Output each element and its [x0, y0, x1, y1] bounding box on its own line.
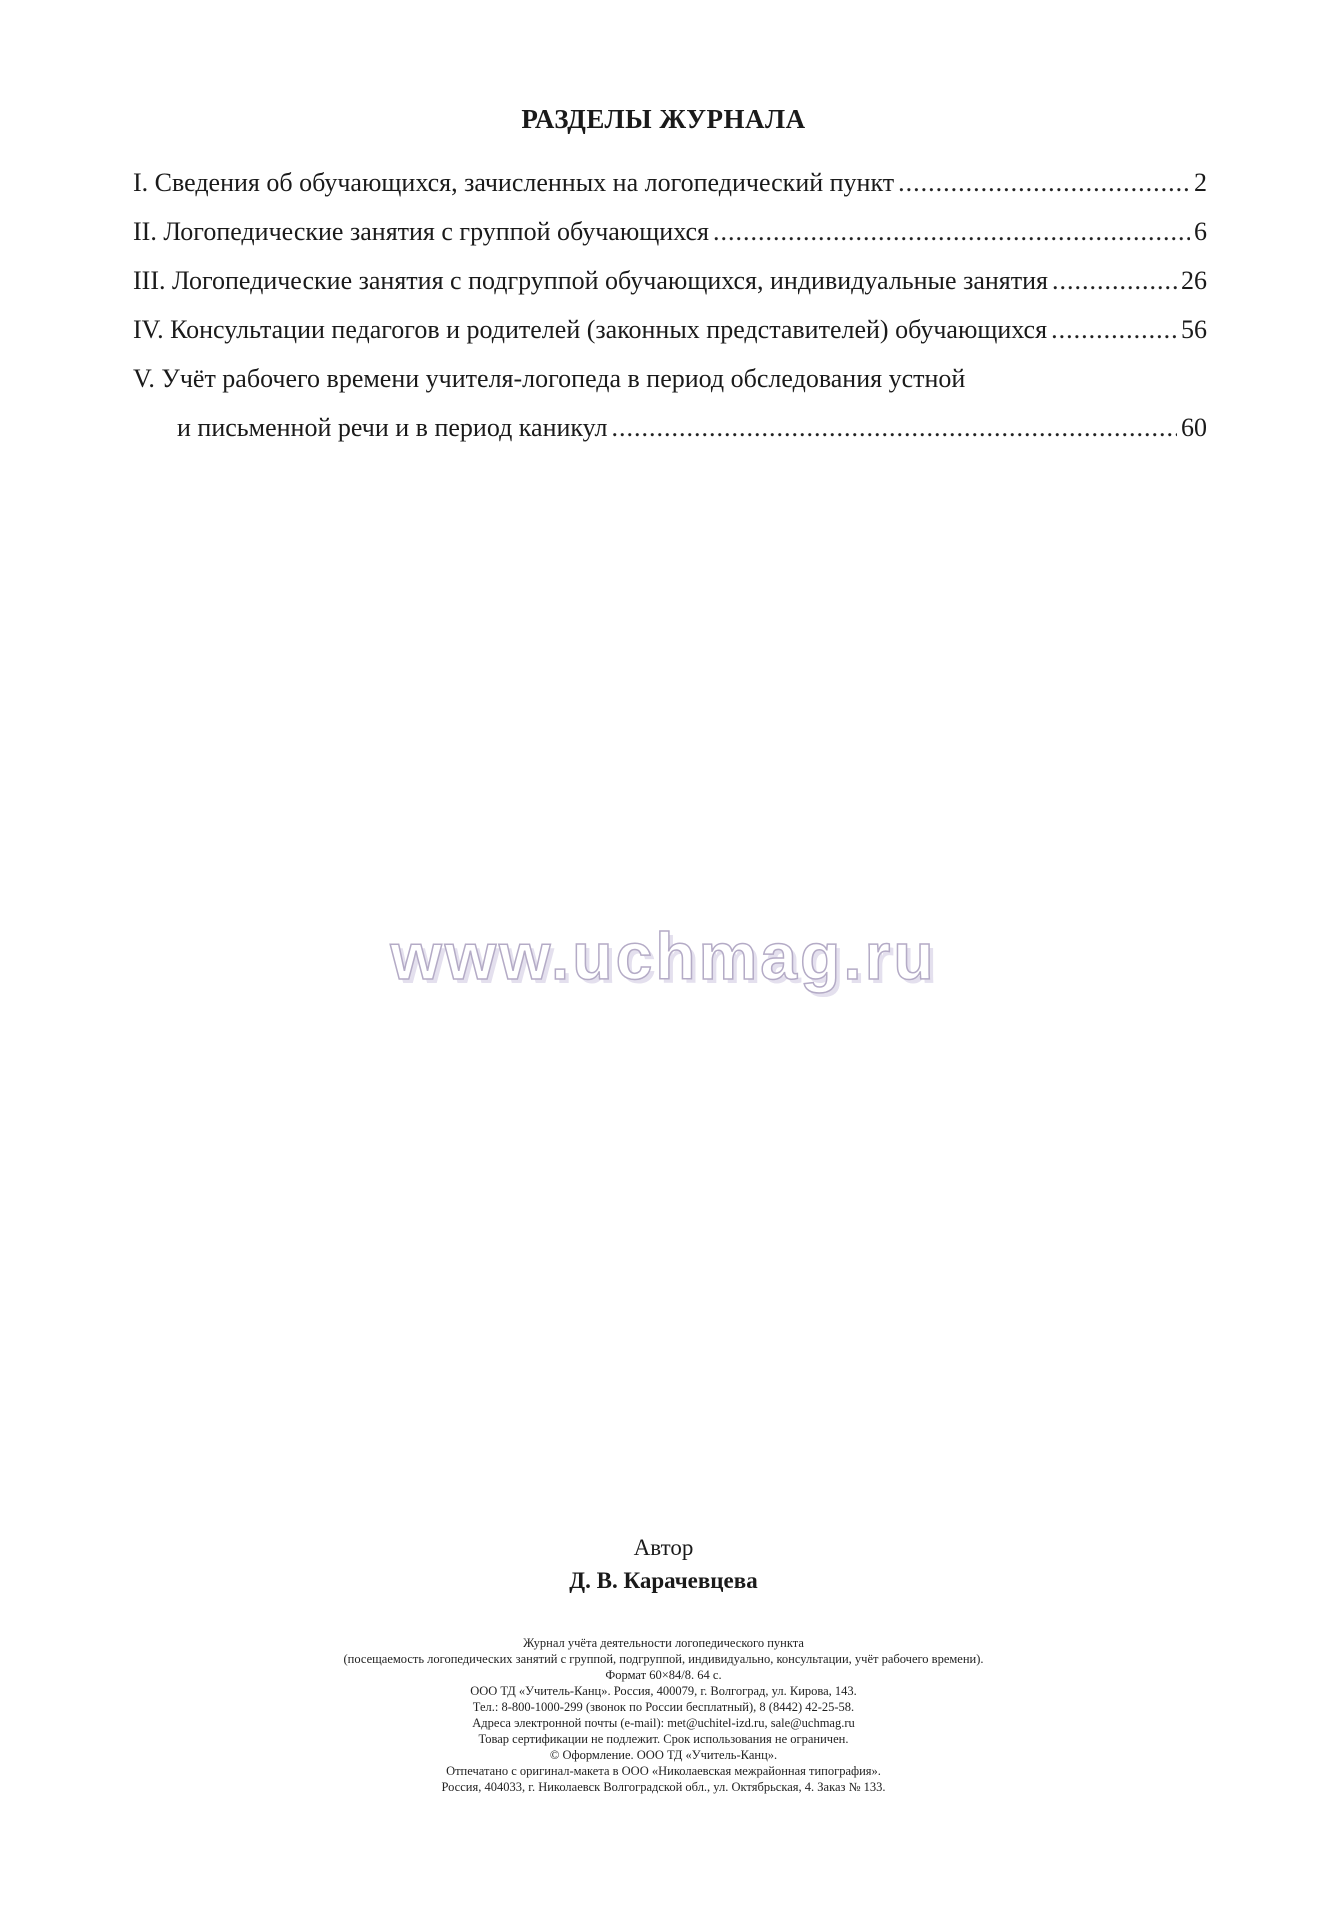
table-of-contents [133, 158, 1207, 452]
imprint-line: Тел.: 8-800-1000-299 (звонок по России бесплатный), 8 (8442) 42-25-58. [472, 1700, 855, 1714]
toc-entry-text: III. Логопедические занятия с подгруппой обучающихся, индивидуальные занятия [133, 266, 1048, 295]
page-title: РАЗДЕЛЫ ЖУРНАЛА [521, 104, 806, 134]
toc-entry-text: IV. Консультации педагогов и родителей (законных представителей) обучающихся [133, 315, 1048, 344]
imprint-line: Адреса электронной почты (e-mail): met@uchitel-izd.ru, sale@uchmag.ru [472, 1716, 855, 1730]
toc-leader-dots [612, 403, 1178, 452]
toc-entry-text: и письменной речи и в период каникул [177, 413, 608, 442]
toc-entry-text: I. Сведения об обучающихся, зачисленных на логопедический пункт [133, 168, 895, 197]
toc-page-number: 6 [1194, 217, 1207, 246]
toc-page-number: 60 [1181, 413, 1207, 442]
toc-page-number: 56 [1181, 315, 1207, 344]
imprint-block [0, 1635, 1327, 1795]
author-label: Автор [633, 1535, 694, 1560]
toc-entry-2 [133, 207, 1207, 256]
imprint-line: Формат 60×84/8. 64 с. [605, 1668, 722, 1682]
author-name: Д. В. Карачевцева [569, 1568, 758, 1593]
toc-entry-1 [133, 158, 1207, 207]
imprint-line: ООО ТД «Учитель-Канц». Россия, 400079, г. Волгоград, ул. Кирова, 143. [470, 1684, 857, 1698]
toc-leader-dots [713, 207, 1190, 256]
imprint-line: (посещаемость логопедических занятий с группой, подгруппой, индивидуально, консультации, учёт рабочего времени). [343, 1652, 984, 1666]
toc-entry-3 [133, 256, 1207, 305]
toc-leader-dots [1052, 256, 1177, 305]
watermark: www.uchmag.ru [390, 919, 937, 993]
imprint-line: © Оформление. ООО ТД «Учитель-Канц». [549, 1748, 778, 1762]
toc-entry-text: V. Учёт рабочего времени учителя-логопеда в период обследования устной [133, 364, 966, 393]
toc-leader-dots [1051, 305, 1177, 354]
imprint-line: Журнал учёта деятельности логопедического пункта [523, 1636, 804, 1650]
toc-entry-text: II. Логопедические занятия с группой обучающихся [133, 217, 709, 246]
toc-page-number: 26 [1181, 266, 1207, 295]
toc-page-number: 2 [1194, 168, 1207, 197]
toc-entry-5-continuation [133, 403, 1207, 452]
toc-entry-5 [133, 354, 1207, 403]
toc-leader-dots [898, 158, 1190, 207]
toc-entry-4 [133, 305, 1207, 354]
imprint-line: Отпечатано с оригинал-макета в ООО «Николаевская межрайонная типография». [446, 1764, 881, 1778]
imprint-line: Товар сертификации не подлежит. Срок использования не ограничен. [478, 1732, 849, 1746]
imprint-line: Россия, 404033, г. Николаевск Волгоградской обл., ул. Октябрьская, 4. Заказ № 133. [441, 1780, 886, 1794]
